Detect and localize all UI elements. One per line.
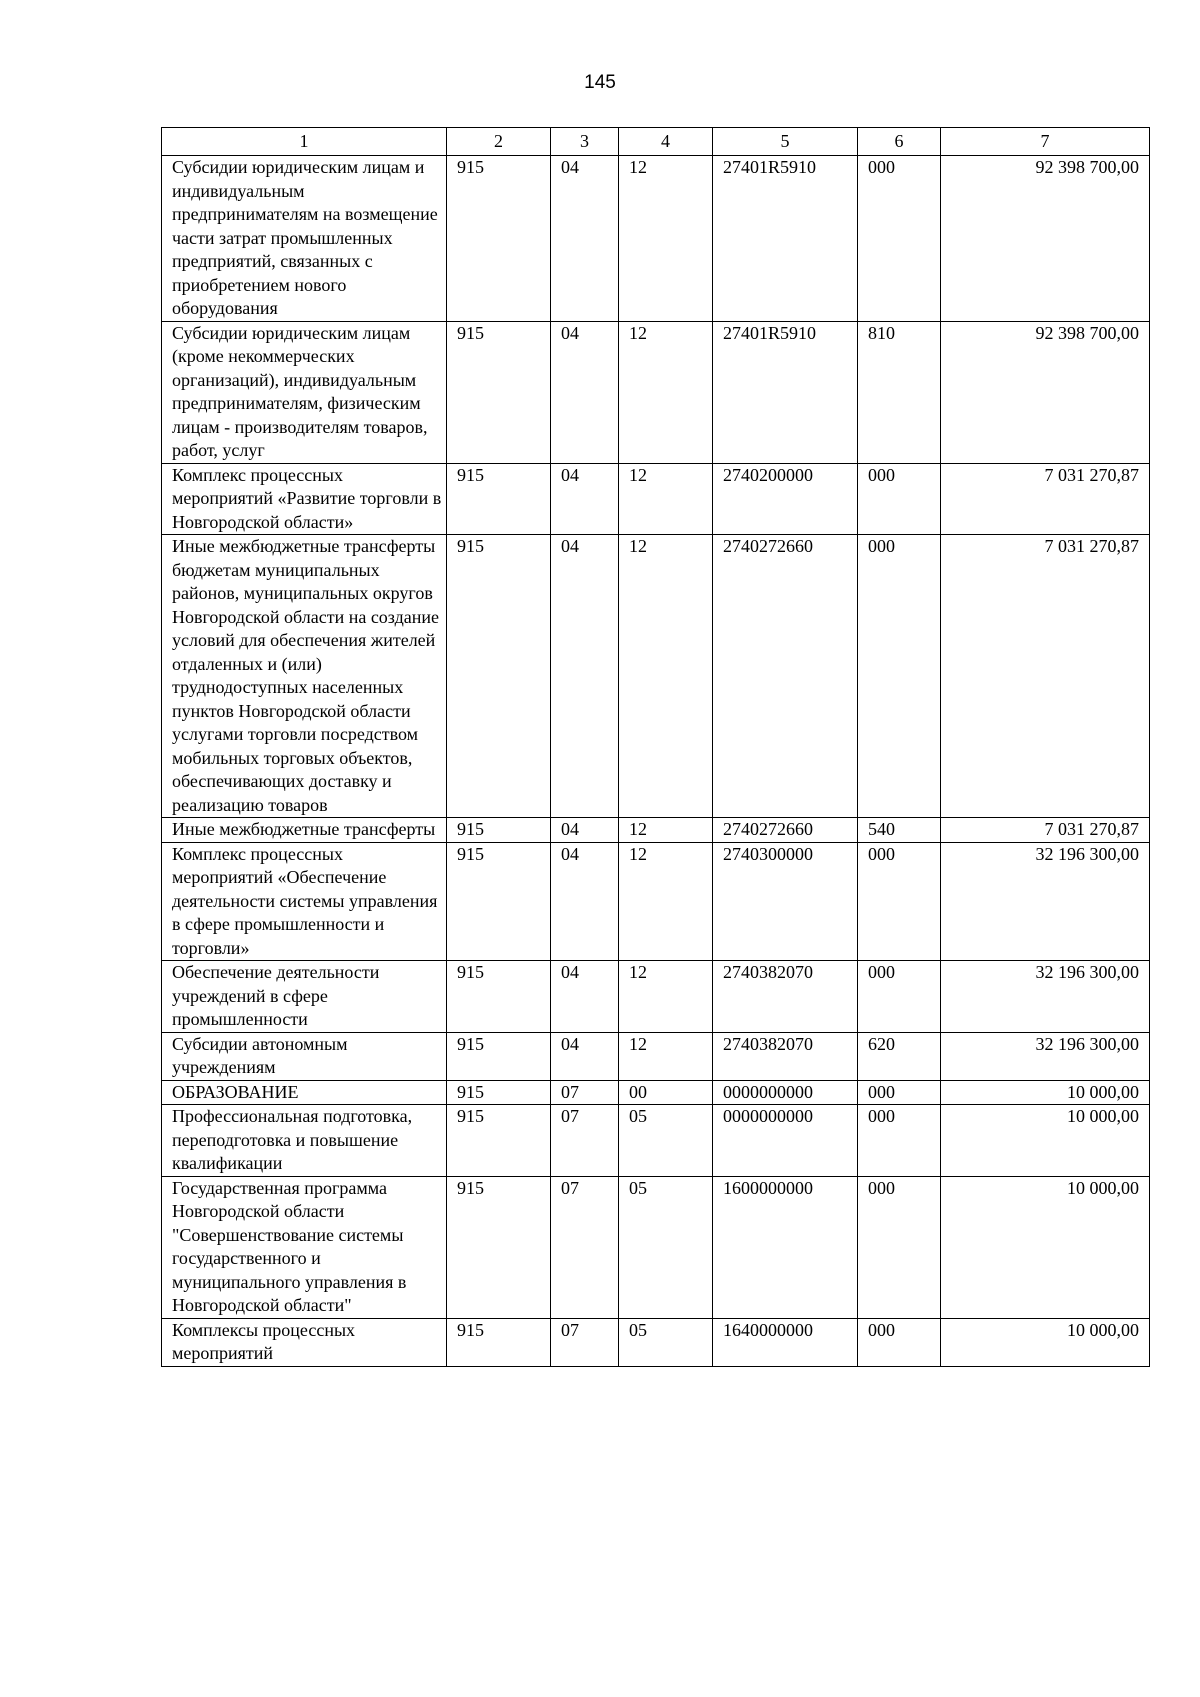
row-sum: 7 031 270,87 [941,463,1150,535]
table-row [162,1080,1150,1105]
row-grbs: 915 [447,1176,551,1318]
row-target-article: 2740272660 [713,535,858,818]
row-section: 04 [551,961,619,1033]
row-subsection: 12 [619,961,713,1033]
row-sum: 32 196 300,00 [941,961,1150,1033]
row-name: Комплекс процессных мероприятий «Обеспечение деятельности системы управления в сфере промышленности и торговли» [162,842,447,961]
row-expense-type: 000 [858,1105,941,1177]
column-header: 2 [447,128,551,156]
row-name: Субсидии юридическим лицам (кроме некоммерческих организаций), индивидуальным предпринимателям, физическим лицам - производителям товаров, работ, услуг [162,321,447,463]
row-grbs: 915 [447,1318,551,1366]
row-section: 07 [551,1176,619,1318]
column-header: 6 [858,128,941,156]
row-section: 04 [551,818,619,843]
row-expense-type: 000 [858,842,941,961]
table-row [162,535,1150,818]
row-subsection: 05 [619,1105,713,1177]
row-expense-type: 000 [858,535,941,818]
row-name: Субсидии автономным учреждениям [162,1032,447,1080]
column-header: 1 [162,128,447,156]
row-expense-type: 000 [858,156,941,322]
row-target-article: 27401R5910 [713,156,858,322]
row-section: 07 [551,1318,619,1366]
row-section: 04 [551,842,619,961]
table-row [162,463,1150,535]
row-target-article: 0000000000 [713,1080,858,1105]
row-target-article: 2740382070 [713,1032,858,1080]
row-name: Обеспечение деятельности учреждений в сфере промышленности [162,961,447,1033]
row-section: 04 [551,463,619,535]
table-row [162,1105,1150,1177]
row-sum: 7 031 270,87 [941,535,1150,818]
row-sum: 92 398 700,00 [941,156,1150,322]
row-target-article: 0000000000 [713,1105,858,1177]
row-subsection: 05 [619,1176,713,1318]
column-header: 5 [713,128,858,156]
row-subsection: 12 [619,535,713,818]
column-header: 3 [551,128,619,156]
row-sum: 92 398 700,00 [941,321,1150,463]
table-row [162,156,1150,322]
row-sum: 32 196 300,00 [941,842,1150,961]
row-subsection: 12 [619,463,713,535]
row-name: Иные межбюджетные трансферты [162,818,447,843]
row-section: 07 [551,1080,619,1105]
row-subsection: 12 [619,842,713,961]
row-target-article: 2740300000 [713,842,858,961]
table-header-row [162,128,1150,156]
row-section: 04 [551,156,619,322]
row-section: 04 [551,321,619,463]
row-name: Субсидии юридическим лицам и индивидуальным предпринимателям на возмещение части затрат промышленных предприятий, связанных с приобретением нового оборудования [162,156,447,322]
row-section: 04 [551,535,619,818]
row-sum: 32 196 300,00 [941,1032,1150,1080]
row-grbs: 915 [447,535,551,818]
table-row [162,1318,1150,1366]
row-name: Государственная программа Новгородской области "Совершенствование системы государственного и муниципального управления в Новгородской области" [162,1176,447,1318]
row-grbs: 915 [447,463,551,535]
row-target-article: 2740272660 [713,818,858,843]
table-row [162,1032,1150,1080]
row-target-article: 27401R5910 [713,321,858,463]
row-expense-type: 000 [858,1080,941,1105]
row-expense-type: 000 [858,961,941,1033]
row-name: Комплексы процессных мероприятий [162,1318,447,1366]
row-grbs: 915 [447,1105,551,1177]
row-sum: 10 000,00 [941,1176,1150,1318]
row-sum: 10 000,00 [941,1105,1150,1177]
table-row [162,842,1150,961]
row-expense-type: 000 [858,1318,941,1366]
row-expense-type: 540 [858,818,941,843]
row-expense-type: 810 [858,321,941,463]
row-grbs: 915 [447,321,551,463]
row-grbs: 915 [447,961,551,1033]
row-name: Профессиональная подготовка, переподготовка и повышение квалификации [162,1105,447,1177]
row-target-article: 1600000000 [713,1176,858,1318]
row-expense-type: 620 [858,1032,941,1080]
row-section: 04 [551,1032,619,1080]
row-name: Комплекс процессных мероприятий «Развитие торговли в Новгородской области» [162,463,447,535]
row-subsection: 12 [619,818,713,843]
row-target-article: 2740382070 [713,961,858,1033]
row-expense-type: 000 [858,1176,941,1318]
row-subsection: 00 [619,1080,713,1105]
row-grbs: 915 [447,1032,551,1080]
row-subsection: 12 [619,1032,713,1080]
table-row [162,321,1150,463]
row-sum: 10 000,00 [941,1080,1150,1105]
table-row [162,818,1150,843]
row-name: Иные межбюджетные трансферты бюджетам муниципальных районов, муниципальных округов Новгородской области на создание условий для обеспечения жителей отдаленных и (или) труднодоступных населенных пунктов Новгородской области услугами торговли посредством мобильных торговых объектов, обеспечивающих доставку и реализацию товаров [162,535,447,818]
row-subsection: 12 [619,156,713,322]
column-header: 4 [619,128,713,156]
row-subsection: 05 [619,1318,713,1366]
budget-table [161,127,1150,1367]
row-grbs: 915 [447,818,551,843]
column-header: 7 [941,128,1150,156]
row-name: ОБРАЗОВАНИЕ [162,1080,447,1105]
table-row [162,961,1150,1033]
row-sum: 10 000,00 [941,1318,1150,1366]
row-sum: 7 031 270,87 [941,818,1150,843]
row-grbs: 915 [447,842,551,961]
row-target-article: 1640000000 [713,1318,858,1366]
row-section: 07 [551,1105,619,1177]
row-target-article: 2740200000 [713,463,858,535]
row-expense-type: 000 [858,463,941,535]
table-row [162,1176,1150,1318]
row-grbs: 915 [447,1080,551,1105]
page-number: 145 [584,72,616,93]
row-grbs: 915 [447,156,551,322]
row-subsection: 12 [619,321,713,463]
